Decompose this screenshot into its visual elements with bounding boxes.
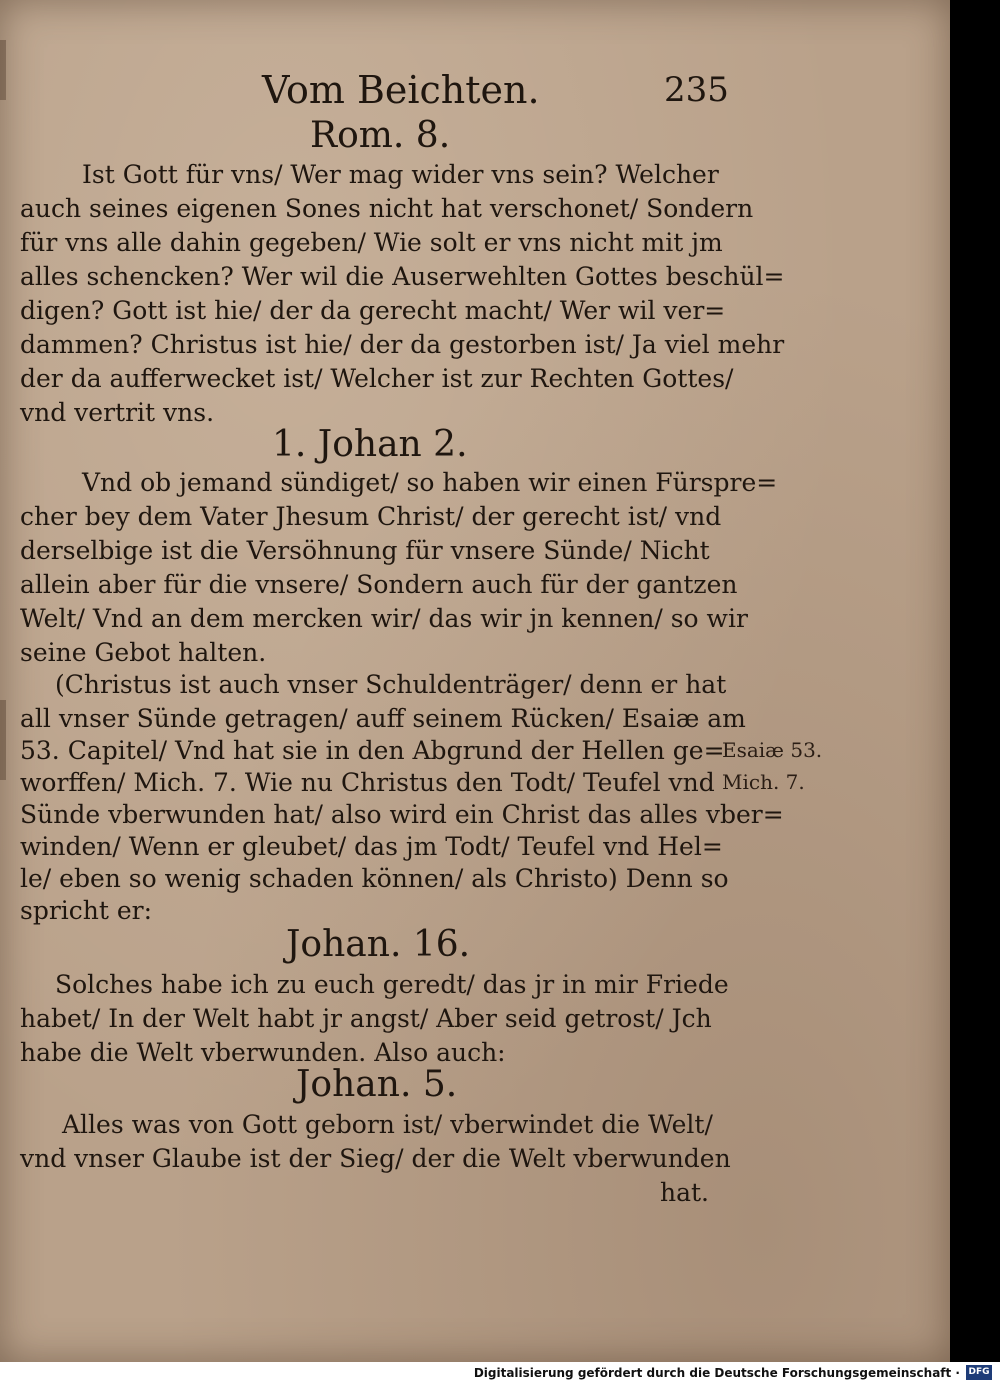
text-line: habe die Welt vberwunden. Also auch: (20, 1038, 506, 1067)
dfg-logo: DFG (966, 1365, 992, 1380)
text-line: seine Gebot halten. (20, 638, 267, 667)
text-line: dammen? Christus ist hie/ der da gestorben ist/ Ja viel mehr (20, 330, 785, 359)
text-line: alles schencken? Wer wil die Auserwehlten Gottes beschül= (20, 262, 785, 291)
text-line: cher bey dem Vater Jhesum Christ/ der gerecht ist/ vnd (20, 502, 722, 531)
text-line: Ist Gott für vns/ Wer mag wider vns sein? Welcher (82, 160, 719, 189)
text-line: le/ eben so wenig schaden können/ als Christo) Denn so (20, 864, 729, 893)
text-line: vnd vnser Glaube ist der Sieg/ der die Welt vberwunden (20, 1144, 731, 1173)
page-number: 235 (664, 70, 729, 110)
section-heading: Johan. 5. (296, 1064, 458, 1105)
text-line: all vnser Sünde getragen/ auff seinem Rücken/ Esaiæ am (20, 704, 746, 733)
section-heading: Rom. 8. (310, 115, 451, 156)
text-line: habet/ In der Welt habt jr angst/ Aber seid getrost/ Jch (20, 1004, 712, 1033)
text-line: Alles was von Gott geborn ist/ vberwindet die Welt/ (62, 1110, 713, 1139)
page-edge-mark (0, 40, 6, 100)
text-line: 53. Capitel/ Vnd hat sie in den Abgrund der Hellen ge= (20, 736, 725, 765)
text-line: digen? Gott ist hie/ der da gerecht macht/ Wer wil ver= (20, 296, 726, 325)
text-line: Sünde vberwunden hat/ also wird ein Christ das alles vber= (20, 800, 784, 829)
text-line: Vnd ob jemand sündiget/ so haben wir einen Fürspre= (82, 468, 778, 497)
footer-bar (0, 1362, 1000, 1384)
page-edge-mark (0, 700, 6, 780)
section-heading: 1. Johan 2. (272, 424, 468, 465)
text-line: Welt/ Vnd an dem mercken wir/ das wir jn kennen/ so wir (20, 604, 748, 633)
section-heading: Johan. 16. (286, 924, 471, 965)
text-line: vnd vertrit vns. (20, 398, 215, 427)
text-line: hat. (660, 1178, 709, 1207)
text-line: worffen/ Mich. 7. Wie nu Christus den Todt/ Teufel vnd (20, 768, 715, 797)
text-line: allein aber für die vnsere/ Sondern auch für der gantzen (20, 570, 738, 599)
text-line: derselbige ist die Versöhnung für vnsere Sünde/ Nicht (20, 536, 710, 565)
text-line: spricht er: (20, 896, 153, 925)
text-line: (Christus ist auch vnser Schuldenträger/ denn er hat (55, 670, 727, 699)
text-line: auch seines eigenen Sones nicht hat verschonet/ Sondern (20, 194, 754, 223)
text-line: der da aufferwecket ist/ Welcher ist zur Rechten Gottes/ (20, 364, 734, 393)
text-line: für vns alle dahin gegeben/ Wie solt er vns nicht mit jm (20, 228, 723, 257)
footer-credit: Digitalisierung gefördert durch die Deutsche Forschungsgemeinschaft · (473, 1366, 960, 1380)
margin-note: Esaiæ 53. (722, 738, 823, 762)
text-line: winden/ Wenn er gleubet/ das jm Todt/ Teufel vnd Hel= (20, 832, 723, 861)
margin-note: Mich. 7. (722, 770, 805, 794)
running-head: Vom Beichten. (262, 68, 540, 112)
text-line: Solches habe ich zu euch geredt/ das jr in mir Friede (55, 970, 729, 999)
